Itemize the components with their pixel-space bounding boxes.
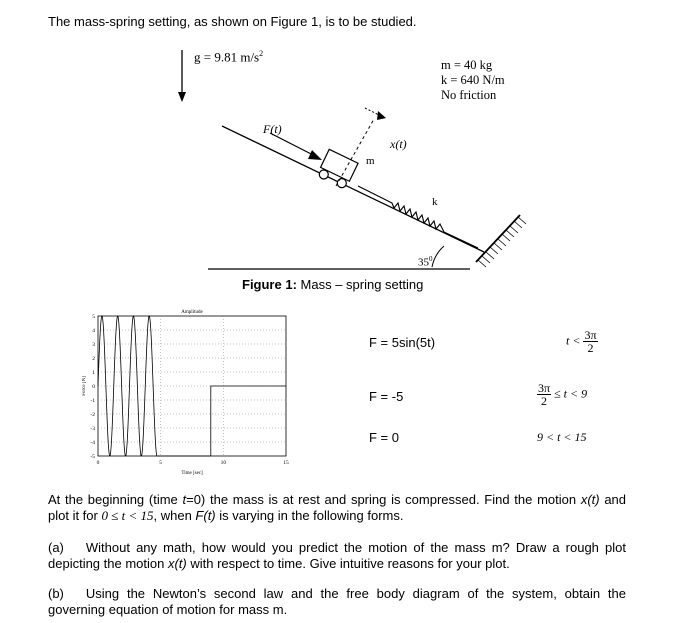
displacement-label: x(t) [390, 137, 407, 151]
chart-ylabel: Force [N] [82, 376, 87, 396]
gravity-arrow-head [178, 92, 186, 102]
chart-ytick-label: -4 [90, 440, 95, 446]
force-label: F(t) [263, 122, 282, 136]
intro-text: The mass-spring setting, as shown on Figure 1, is to be studied. [48, 14, 417, 29]
chart-title: Amplitude [181, 310, 203, 315]
piece-formula-2: F = -5 [369, 389, 404, 404]
angle-arc [432, 246, 444, 267]
mass-spring-diagram [0, 0, 677, 300]
chart-ytick-label: 4 [92, 328, 95, 334]
question-paragraph: At the beginning (time t=0) the mass is at rest and spring is compressed. Find the motion x(t) and plot it for 0 ≤ t < 15, when F(t) is varying in the following forms. [48, 492, 627, 523]
wall-hatching [478, 217, 526, 267]
chart-ytick-label: -5 [90, 454, 95, 460]
chart-xtick-label: 15 [283, 460, 289, 466]
angle-label: $35^0$ [418, 255, 433, 269]
force-arrow-head [308, 150, 322, 160]
chart-ytick-label: 5 [92, 314, 95, 320]
piece-condition-3: 9 < t < 15 [537, 430, 587, 444]
piece-condition-2: $\frac{3\pi}{2}$ ≤ t < 9 [538, 381, 588, 408]
chart-ytick-label: 1 [92, 370, 95, 376]
wall-line [476, 215, 520, 262]
param-stiffness: k = 640 N/m [441, 73, 505, 87]
question-b: (b) Using the Newton’s second law and the free body diagram of the system, obtain the governing equation of motion for mass m. [48, 586, 626, 617]
chart-xtick-label: 0 [96, 460, 100, 466]
piece-formula-1: F = 5sin(5t) [369, 335, 436, 350]
mass-label: m [366, 155, 375, 167]
chart-ytick-label: -3 [90, 426, 95, 432]
param-friction: No friction [441, 88, 497, 102]
piece-formula-3: F = 0 [369, 430, 399, 445]
chart-ytick-label: 0 [92, 384, 95, 390]
param-mass: m = 40 kg [441, 58, 493, 72]
figure-caption: Figure 1: Mass – spring setting [242, 277, 424, 292]
force-chart [82, 306, 312, 481]
chart-xtick-label: 10 [220, 460, 227, 466]
incline-line [222, 126, 484, 252]
displacement-arrow-head [377, 111, 386, 120]
spring-label: k [432, 196, 438, 208]
chart-ytick-label: -1 [90, 398, 95, 404]
question-a: (a) Without any math, how would you predict the motion of the mass m? Draw a rough plot depicting the motion x(t) with respect to time. Give intuitive reasons for your plot. [48, 540, 626, 571]
chart-xlabel: Time [sec] [181, 471, 203, 476]
chart-ytick-label: 3 [92, 342, 95, 348]
gravity-label: g = 9.81 $m/s^2$ [194, 49, 264, 65]
chart-ytick-label: 2 [92, 356, 95, 362]
piece-condition-1: t < $\frac{3\pi}{2}$ [566, 328, 597, 355]
chart-ytick-label: -2 [90, 412, 95, 418]
spring [358, 186, 478, 248]
chart-xtick-label: 5 [159, 460, 163, 466]
